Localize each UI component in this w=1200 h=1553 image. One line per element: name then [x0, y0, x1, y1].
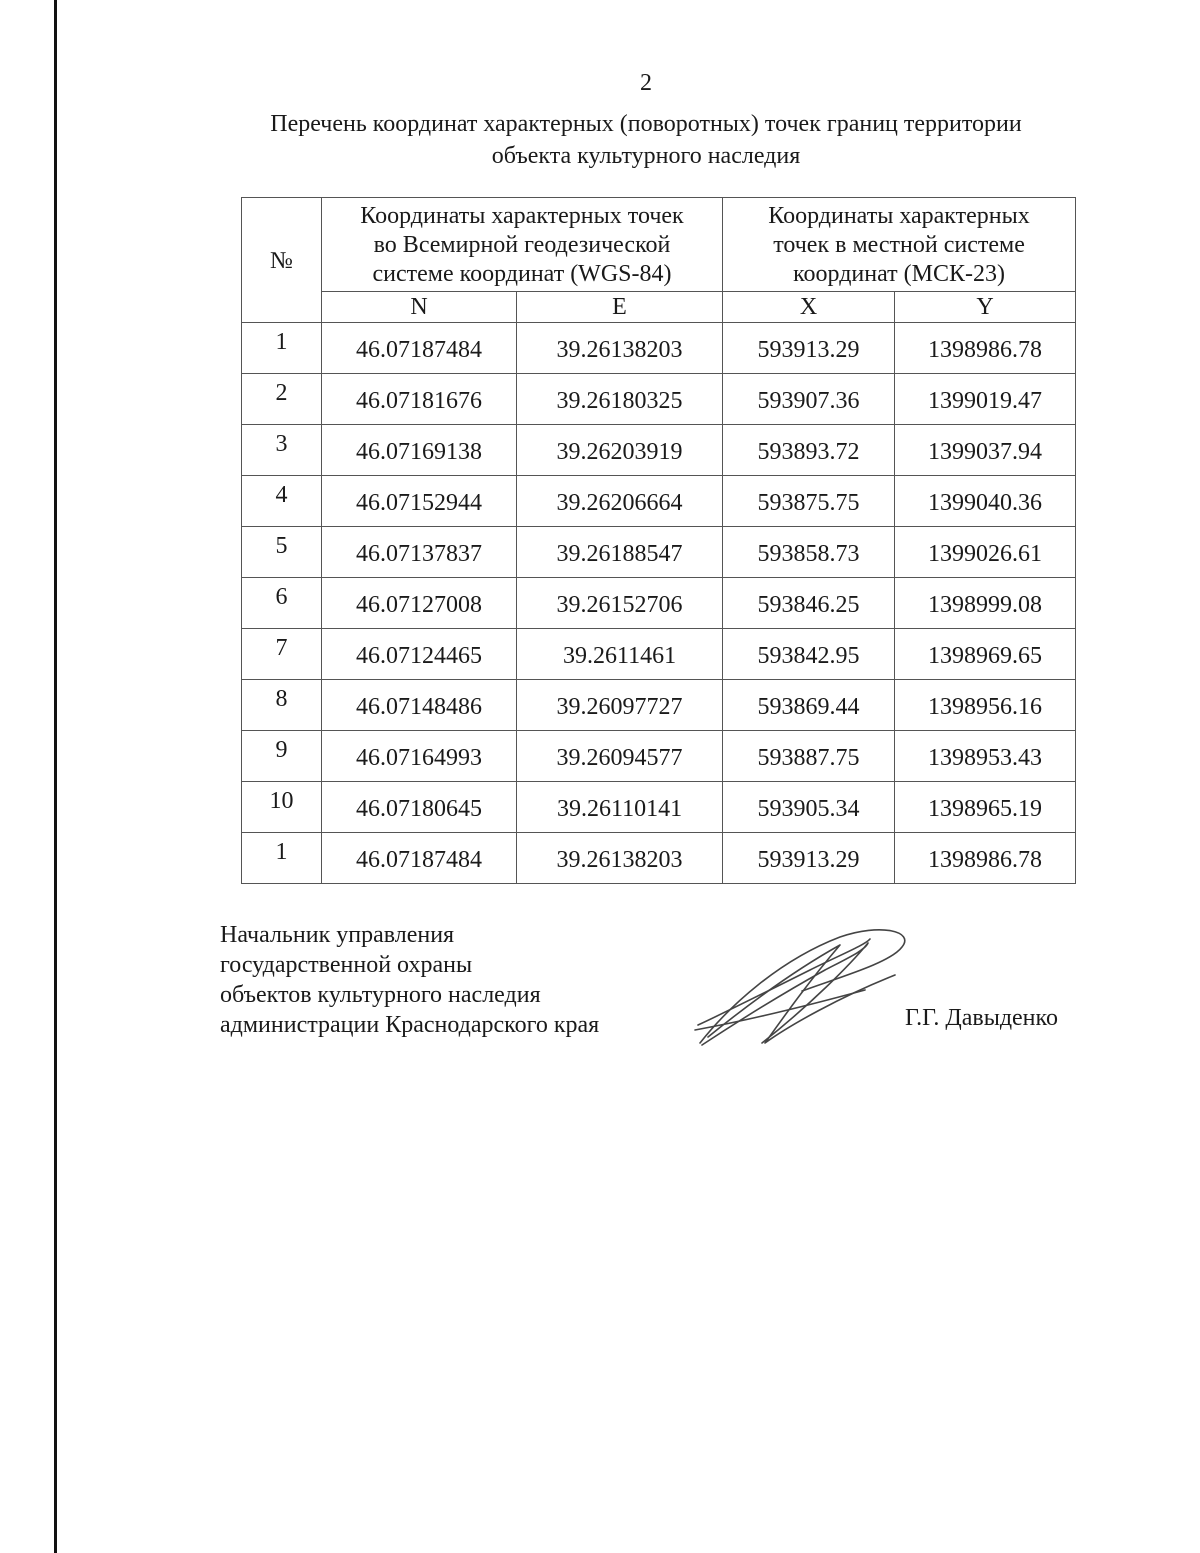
cell-y: 1398965.19	[895, 782, 1076, 833]
cell-e: 39.26180325	[517, 374, 723, 425]
cell-n: 46.07137837	[322, 527, 517, 578]
table-row	[242, 578, 1076, 629]
table-row	[242, 374, 1076, 425]
cell-number: 1	[242, 833, 322, 884]
cell-x: 593913.29	[723, 323, 895, 374]
cell-n: 46.07181676	[322, 374, 517, 425]
cell-e: 39.2611461	[517, 629, 723, 680]
table-row	[242, 323, 1076, 374]
header-msk23-line: точек в местной системе	[773, 232, 1025, 258]
cell-n: 46.07187484	[322, 323, 517, 374]
title-line-2: объекта культурного наследия	[491, 143, 801, 169]
subheader-e: E	[517, 292, 723, 323]
cell-n: 46.07180645	[322, 782, 517, 833]
title-line-1: Перечень координат характерных (поворотных) точек границ территории	[270, 111, 1022, 137]
cell-e: 39.26188547	[517, 527, 723, 578]
position-line: администрации Краснодарского края	[220, 1012, 600, 1038]
cell-y: 1399026.61	[895, 527, 1076, 578]
cell-number: 5	[242, 527, 322, 578]
table-row	[242, 833, 1076, 884]
cell-e: 39.26206664	[517, 476, 723, 527]
cell-y: 1398969.65	[895, 629, 1076, 680]
document-title	[200, 108, 1092, 172]
cell-x: 593846.25	[723, 578, 895, 629]
header-msk23-line: координат (МСК-23)	[793, 261, 1005, 287]
position-line: объектов культурного наследия	[220, 982, 541, 1008]
cell-x: 593875.75	[723, 476, 895, 527]
cell-number: 2	[242, 374, 322, 425]
cell-y: 1398986.78	[895, 833, 1076, 884]
cell-e: 39.26152706	[517, 578, 723, 629]
cell-n: 46.07124465	[322, 629, 517, 680]
table-row	[242, 680, 1076, 731]
table-row	[242, 629, 1076, 680]
header-wgs84	[322, 198, 723, 292]
subheader-n: N	[322, 292, 517, 323]
subheader-y: Y	[895, 292, 1076, 323]
cell-x: 593907.36	[723, 374, 895, 425]
header-wgs84-line: во Всемирной геодезической	[373, 232, 671, 258]
subheader-x: X	[723, 292, 895, 323]
position-line: Начальник управления	[220, 922, 455, 948]
cell-e: 39.26138203	[517, 833, 723, 884]
cell-y: 1398956.16	[895, 680, 1076, 731]
cell-x: 593913.29	[723, 833, 895, 884]
cell-y: 1398953.43	[895, 731, 1076, 782]
cell-x: 593893.72	[723, 425, 895, 476]
cell-x: 593905.34	[723, 782, 895, 833]
cell-e: 39.26138203	[517, 323, 723, 374]
cell-number: 3	[242, 425, 322, 476]
header-msk23-line: Координаты характерных	[768, 203, 1030, 229]
cell-e: 39.26110141	[517, 782, 723, 833]
cell-n: 46.07152944	[322, 476, 517, 527]
table-row	[242, 731, 1076, 782]
table-row	[242, 527, 1076, 578]
cell-n: 46.07148486	[322, 680, 517, 731]
cell-x: 593887.75	[723, 731, 895, 782]
page-number: 2	[640, 70, 652, 96]
coordinates-table	[241, 197, 1076, 884]
table-row	[242, 425, 1076, 476]
cell-number: 10	[242, 782, 322, 833]
cell-number: 4	[242, 476, 322, 527]
cell-n: 46.07187484	[322, 833, 517, 884]
cell-number: 7	[242, 629, 322, 680]
signatory-position	[220, 920, 599, 1040]
cell-x: 593869.44	[723, 680, 895, 731]
cell-e: 39.26094577	[517, 731, 723, 782]
cell-y: 1398999.08	[895, 578, 1076, 629]
cell-y: 1398986.78	[895, 323, 1076, 374]
cell-e: 39.26097727	[517, 680, 723, 731]
cell-e: 39.26203919	[517, 425, 723, 476]
cell-n: 46.07164993	[322, 731, 517, 782]
header-msk23	[723, 198, 1076, 292]
cell-number: 8	[242, 680, 322, 731]
cell-n: 46.07127008	[322, 578, 517, 629]
cell-number: 9	[242, 731, 322, 782]
cell-n: 46.07169138	[322, 425, 517, 476]
table-row	[242, 476, 1076, 527]
handwritten-signature	[690, 925, 920, 1050]
scan-edge-line	[54, 0, 57, 1553]
cell-y: 1399040.36	[895, 476, 1076, 527]
cell-x: 593842.95	[723, 629, 895, 680]
position-line: государственной охраны	[220, 952, 473, 978]
cell-number: 6	[242, 578, 322, 629]
header-wgs84-line: Координаты характерных точек	[360, 203, 684, 229]
table-row	[242, 782, 1076, 833]
cell-y: 1399037.94	[895, 425, 1076, 476]
signer-name: Г.Г. Давыденко	[905, 1005, 1058, 1031]
cell-y: 1399019.47	[895, 374, 1076, 425]
header-number: №	[242, 198, 322, 323]
cell-x: 593858.73	[723, 527, 895, 578]
header-wgs84-line: системе координат (WGS-84)	[372, 261, 672, 287]
cell-number: 1	[242, 323, 322, 374]
